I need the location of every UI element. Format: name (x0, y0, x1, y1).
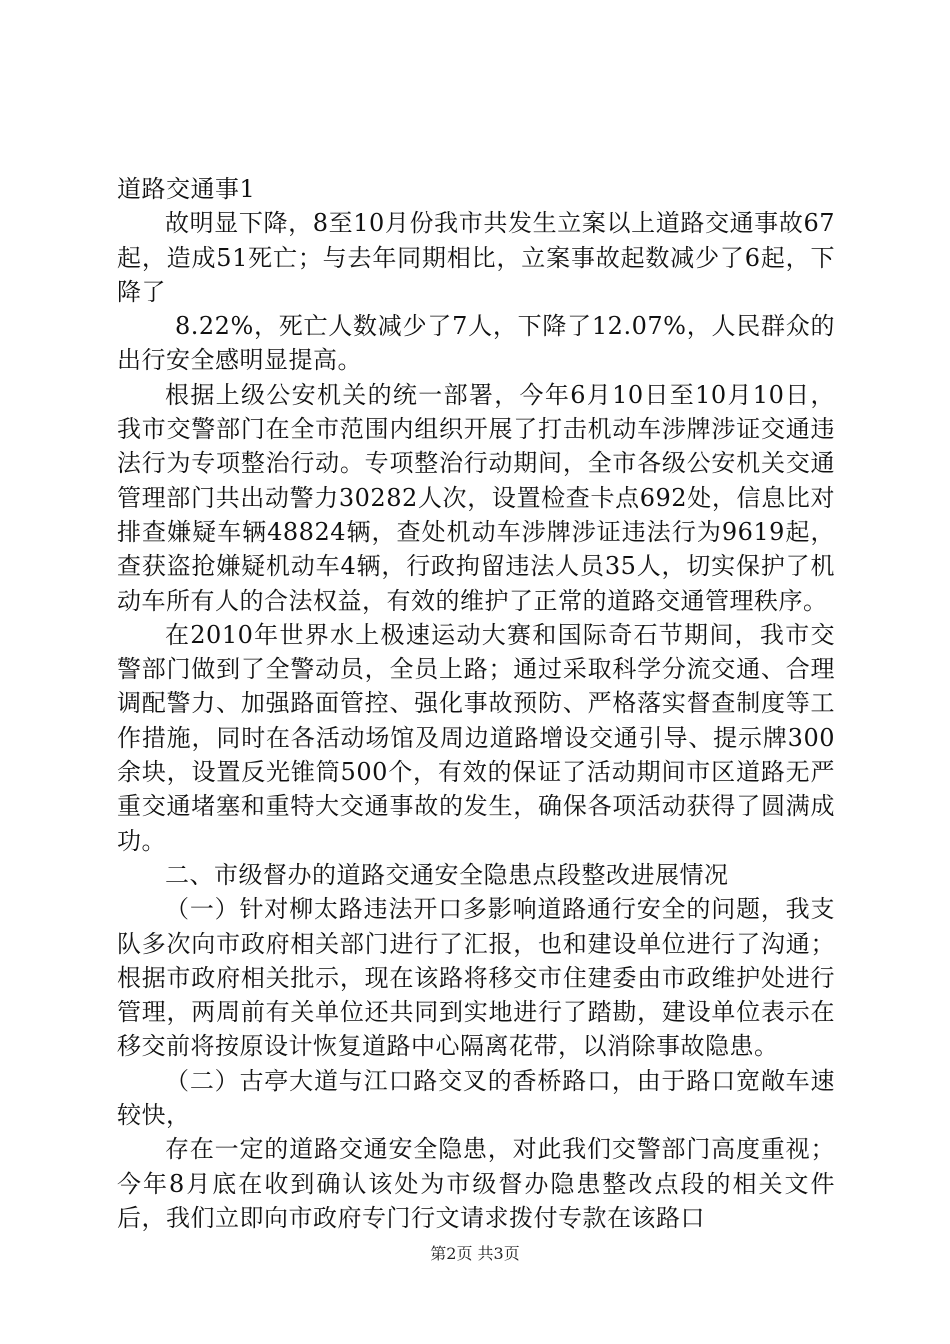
paragraph-item-one: （一）针对柳太路违法开口多影响道路通行安全的问题，我支队多次向市政府相关部门进行了汇报，也和建设单位进行了沟通；根据市政府相关批示，现在该路将移交市住建委由市政维护处进行管理，两周前有关单位还共同到实地进行了踏勘，建设单位表示在移交前将按原设计恢复道路中心隔离花带，以消除事故隐患。 (117, 895, 835, 1061)
paragraph-item-two-continued: 存在一定的道路交通安全隐患，对此我们交警部门高度重视；今年8月底在收到确认该处为市级督办隐患整改点段的相关文件后，我们立即向市政府专门行文请求拨付专款在该路口 (117, 1135, 835, 1232)
paragraph-event-security: 在2010年世界水上极速运动大赛和国际奇石节期间，我市交警部门做到了全警动员，全员上路；通过采取科学分流交通、合理调配警力、加强路面管控、强化事故预防、严格落实督查制度等工作措施，同时在各活动场馆及周边道路增设交通引导、提示牌300余块，设置反光锥筒500个，有效的保证了活动期间市区道路无严重交通堵塞和重特大交通事故的发生，确保各项活动获得了圆满成功。 (117, 620, 835, 855)
page-footer: 第2页 共3页 (430, 1244, 520, 1263)
paragraph-special-campaign: 根据上级公安机关的统一部署，今年6月10日至10月10日，我市交警部门在全市范围内组织开展了打击机动车涉牌涉证交通违法行为专项整治行动。专项整治行动期间，全市各级公安机关交通管理部门共出动警力30282人次，设置检查卡点692处，信息比对排查嫌疑车辆48824辆，查处机动车涉牌涉证违法行为9619起，查获盗抢嫌疑机动车4辆，行政拘留违法人员35人，切实保护了机动车所有人的合法权益，有效的维护了正常的道路交通管理秩序。 (117, 380, 835, 615)
paragraph-decline-stats: 8.22%，死亡人数减少了7人，下降了12.07%，人民群众的出行安全感明显提高。 (117, 312, 835, 375)
paragraph-accident-stats: 故明显下降，8至10月份我市共发生立案以上道路交通事故67起，造成51死亡；与去年同期相比，立案事故起数减少了6起，下降了 (117, 209, 835, 306)
paragraph-title-fragment: 道路交通事1 (117, 175, 256, 203)
section-heading: 二、市级督办的道路交通安全隐患点段整改进展情况 (165, 860, 729, 889)
document-body (117, 172, 835, 1235)
paragraph-item-two: （二）古亭大道与江口路交叉的香桥路口，由于路口宽敞车速较快， (117, 1066, 835, 1130)
